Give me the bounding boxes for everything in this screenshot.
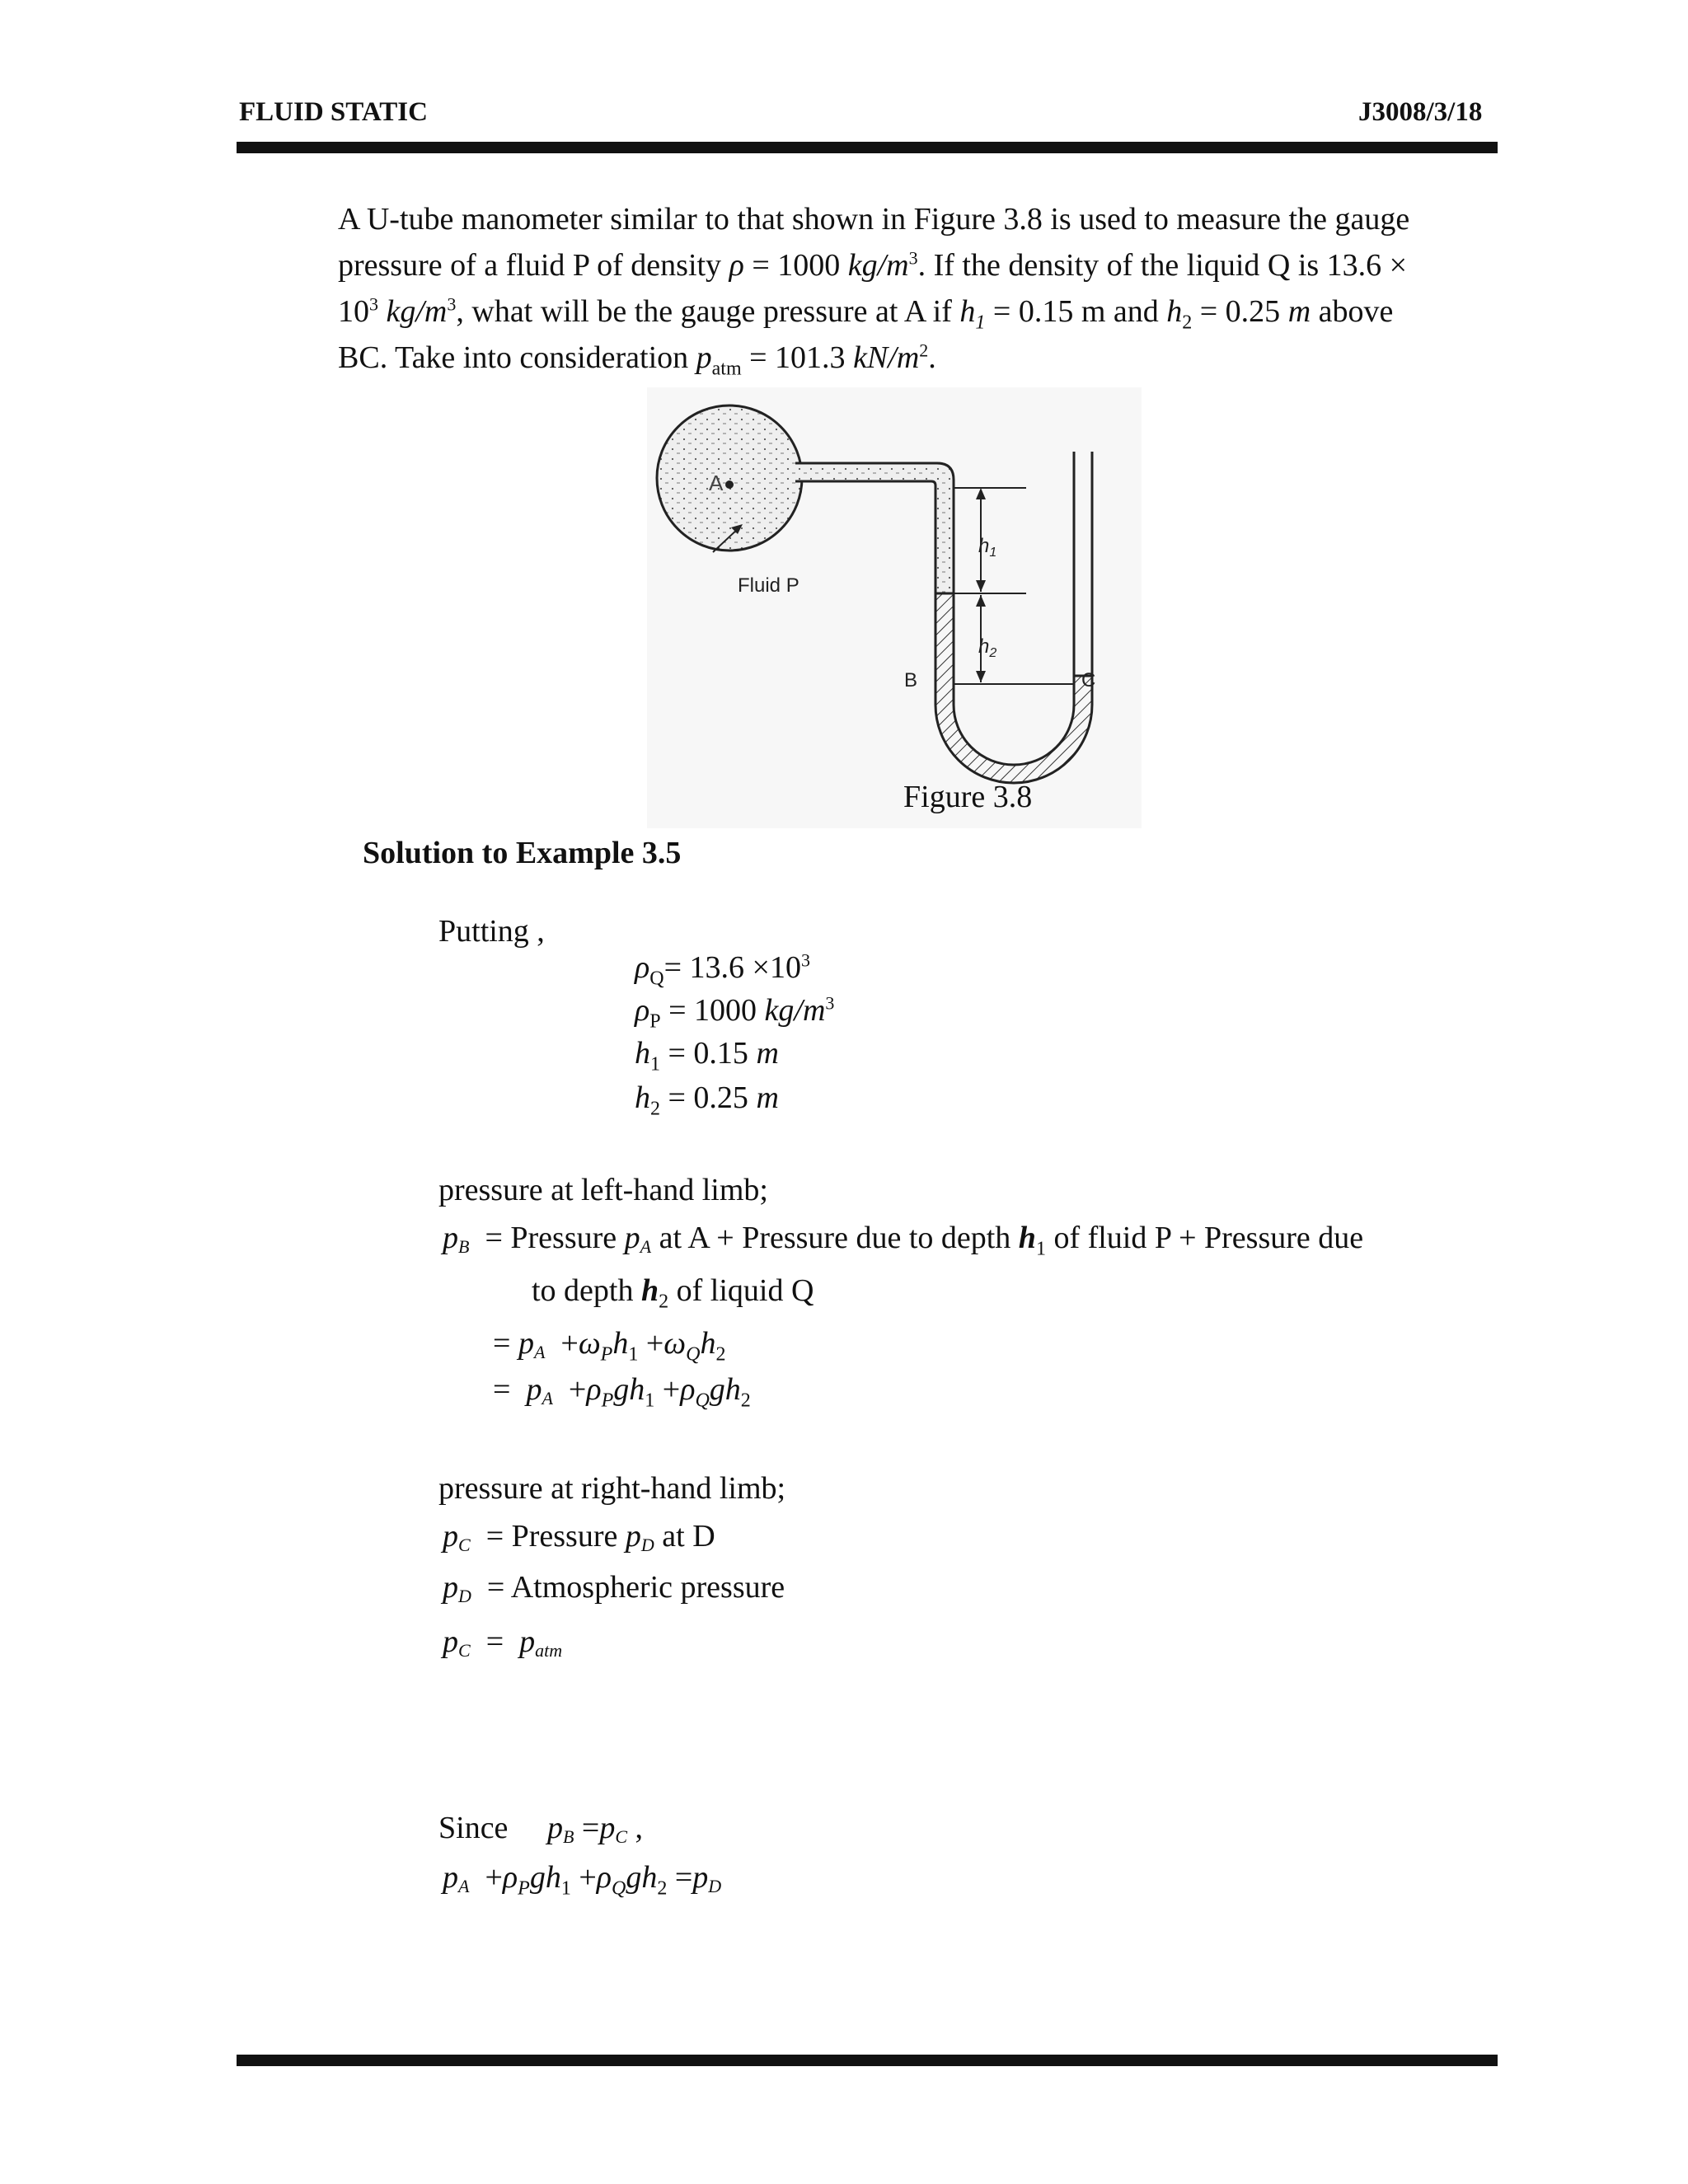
problem-line-3: $10^3$ $kg/m^3$, what will be the gauge pressure at A if $h_1 = 0.15$ m and $h_2 = 0.25$ m above (338, 293, 1394, 334)
label-h2: $h_2$ (978, 635, 997, 660)
given-rho-q: $\rho_Q= 13.6 \times 10^3$ (635, 949, 810, 990)
left-limb-eq4: = pA $+\rho_Pgh_1 +\rho_Qgh_2$ (493, 1372, 751, 1412)
label-c: C (1081, 669, 1096, 691)
since-label: Since pB =pC , (438, 1811, 644, 1847)
given-h2: $h_2 = 0.25$ m (635, 1080, 779, 1120)
point-a (725, 480, 734, 489)
footer-rule (237, 2055, 1498, 2066)
label-b: B (904, 669, 918, 691)
left-limb-heading: pressure at left-hand limb; (438, 1173, 768, 1207)
header-title: FLUID STATIC (239, 97, 428, 127)
right-limb-eq3: pC = patm (443, 1624, 563, 1661)
given-rho-p: $\rho_P = 1000$ $kg/m^3$ (635, 992, 835, 1033)
header-rule (237, 142, 1498, 153)
right-limb-eq2: pD = Atmospheric pressure (443, 1570, 785, 1606)
fluid-vessel (657, 405, 802, 551)
given-h1: $h_1 = 0.15$ m (635, 1036, 779, 1076)
page-code: J3008/3/18 (1358, 97, 1483, 127)
solution-title: Solution to Example 3.5 (363, 836, 682, 870)
left-limb-eq1: pB = Pressure pA at A + Pressure due to depth $h_1$ of fluid P + Pressure due (443, 1221, 1364, 1260)
right-limb-eq1: pC = Pressure pD at D (443, 1519, 715, 1555)
label-a: A (709, 471, 724, 495)
label-fluid-p: Fluid P (738, 574, 799, 597)
label-h1: $h_1$ (978, 535, 997, 560)
problem-statement (338, 196, 1492, 381)
right-limb-heading: pressure at right-hand limb; (438, 1471, 786, 1506)
problem-line-4: BC. Take into consideration $p_{atm} = 101.3$ $kN/m^2$. (338, 340, 936, 380)
putting-label: Putting , (438, 914, 545, 949)
problem-line-1: A U-tube manometer similar to that shown in Figure 3.8 is used to measure the gauge (338, 202, 1410, 237)
final-equation: pA $+\rho_Pgh_1 +\rho_Qgh_2 =pD$ (443, 1860, 722, 1900)
problem-line-2: pressure of a fluid P of density ρ = 1000 $kg/m^3$. If the density of the liquid Q is 13.6 × (338, 247, 1408, 283)
figure-caption: Figure 3.8 (903, 780, 1033, 814)
left-limb-eq3: = pA $+\omega_Ph_1 +\omega_Qh_2$ (493, 1326, 726, 1366)
left-limb-eq2: to depth $h_2$ of liquid Q (532, 1273, 814, 1313)
manometer-figure (647, 387, 1142, 828)
